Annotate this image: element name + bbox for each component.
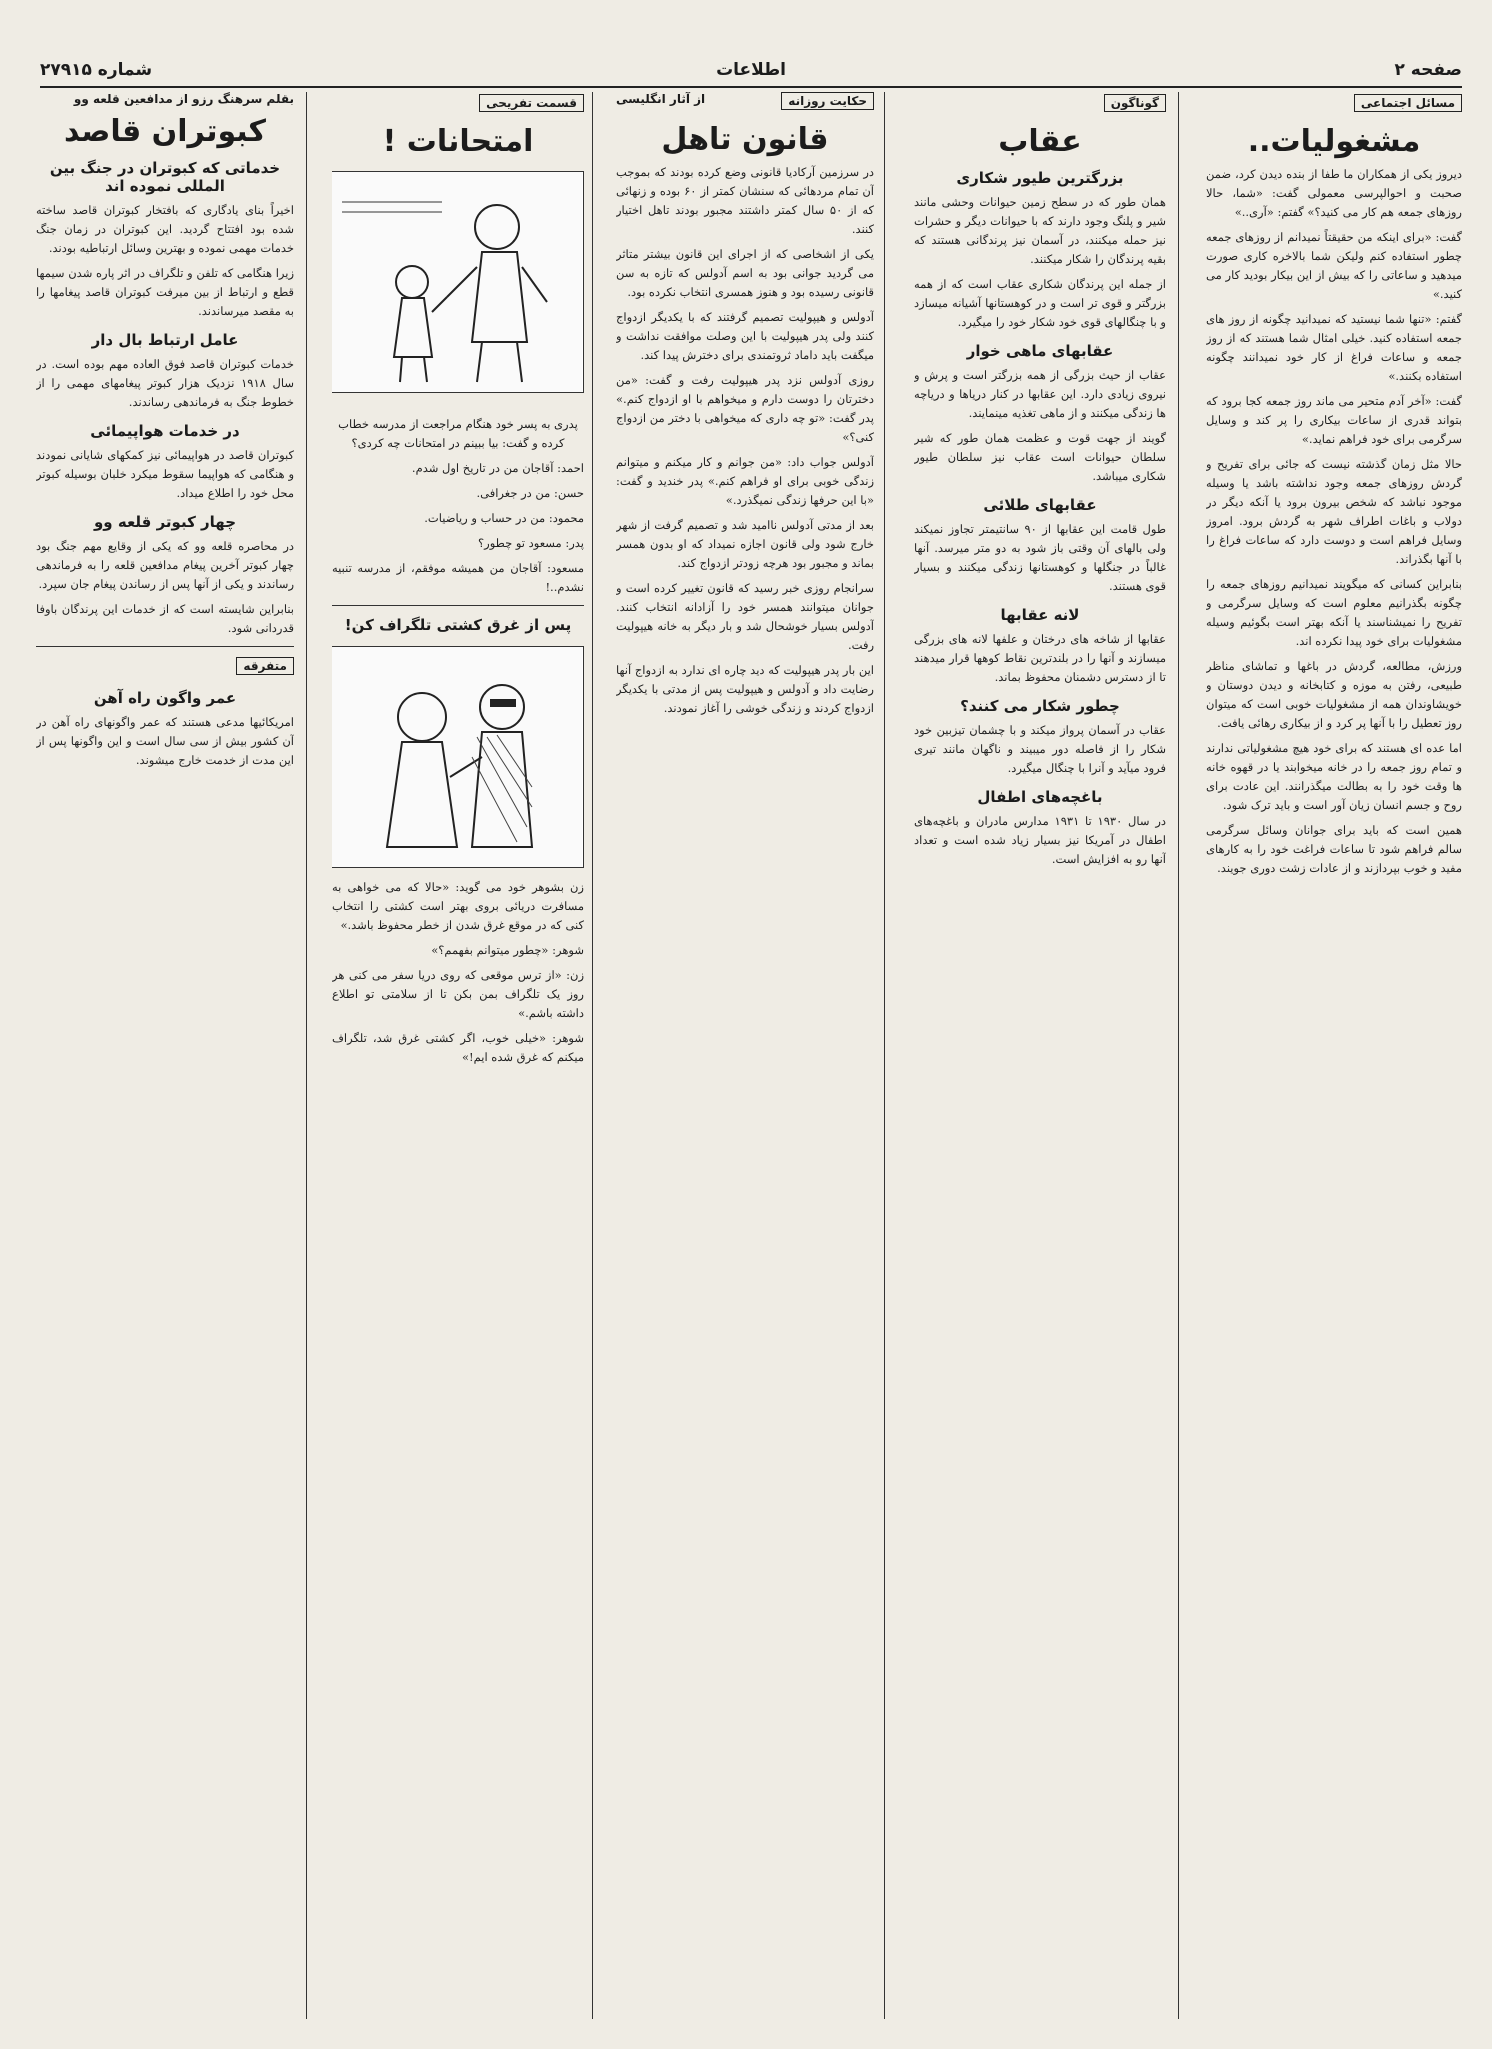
- subsection-heading: عقابهای ماهی خوار: [966, 342, 1114, 360]
- article-headline: پس از غرق کشتی تلگراف کن!: [344, 615, 572, 634]
- section-divider: [36, 646, 294, 647]
- dialogue-line: حسن: من در جغرافی.: [476, 485, 584, 500]
- paragraph: عقابها از شاخه های درختان و علفها لانه های بزرگی میسازند و آنها را در بلندترین نقاط کوهها قرار میدهند تا از دسترس دشمنان محفوظ بماند.: [914, 632, 1166, 684]
- subsection-heading: عقابهای طلائی: [983, 496, 1097, 514]
- subsection-heading: باغچه‌های اطفال: [977, 788, 1103, 806]
- paragraph: اخیراً بنای یادگاری که بافتخار کبوتران قاصد ساخته شده بود افتتاح گردید. این کبوتران در زمان جنگ خدمات مهمی نموده و بهترین وسائل ارتباطیه بودند.: [36, 203, 294, 255]
- column-eagles: [914, 92, 1166, 2019]
- issue-number: شماره ۲۷۹۱۵: [40, 60, 153, 80]
- paragraph: گفت: «آخر آدم متحیر می ماند روز جمعه کجا برود که بتواند قدری از ساعات بیکاری را پر کند و وسایل سرگرمی برای خود فراهم نماید.»: [1206, 394, 1462, 446]
- cartoon-caption: پدری به پسر خود هنگام مراجعت از مدرسه خطاب کرده و گفت: بیا ببینم در امتحانات چه کردی؟: [338, 416, 578, 450]
- section-label: مسائل اجتماعی: [1354, 94, 1462, 112]
- dialogue-line: احمد: آقاجان من در تاریخ اول شدم.: [411, 460, 584, 475]
- column-social-issues: [1206, 92, 1462, 2019]
- paragraph: در محاصره قلعه وو که یکی از وقایع مهم جنگ بود چهار کبوتر آخرین پیغام مدافعین قلعه را به فرماندهی رساندند و یکی از آنها پس از رساندن پیغام جان سپرد.: [36, 539, 294, 591]
- paragraph: گفت: «برای اینکه من حقیقتاً نمیدانم از روزهای جمعه چطور استفاده کنم ولیکن شما بالاخره کاری صورت میدهید و ساعاتی را که بیش از این بیکار بودید کار می کنید.»: [1206, 230, 1462, 301]
- section-label: متفرقه: [236, 657, 294, 675]
- paragraph: سرانجام روزی خبر رسید که قانون تغییر کرده است و جوانان میتوانند همسر خود را آزادانه انتخاب کنند. آدولس بسیار خوشحال شد و بار دیگر به خانه هیپولیت رفت.: [616, 581, 874, 652]
- section-label: حکایت روزانه: [781, 92, 874, 110]
- paragraph: اما عده ای هستند که برای خود هیچ مشغولیاتی ندارند و تمام روز جمعه را در خانه میخوابند یا در قهوه خانه ها وقت خود را به بطالت میگذرانند. این عادت برای روح و جسم انسان زیان آور است و باید ترک شود.: [1206, 741, 1462, 812]
- article-subheadline: خدماتی که کبوتران در جنگ بین المللی نموده اند: [49, 159, 281, 195]
- paragraph: در سال ۱۹۳۰ تا ۱۹۳۱ مدارس مادران و باغچه‌های اطفال در آمریکا نیز بسیار زیاد شده است و تعداد آنها رو به افزایش است.: [914, 814, 1166, 866]
- column-divider: [884, 92, 885, 2019]
- paragraph: روزی آدولس نزد پدر هیپولیت رفت و گفت: «من دخترتان را دوست دارم و میخواهم با او ازدواج کنم.» پدر گفت: «تو چه داری که میخواهی با دختر من ازدواج کنی؟»: [616, 373, 874, 444]
- paragraph: زن: «از ترس موقعی که روی دریا سفر می کنی هر روز یک تلگراف بمن بکن تا از سلامتی تو اطلاع داشته باشم.»: [332, 967, 584, 1020]
- paragraph: بعد از مدتی آدولس ناامید شد و تصمیم گرفت از شهر خارج شود ولی قانون اجازه نمیداد که او بدون همسر بماند و مجبور بود هرچه زودتر ازدواج کند.: [616, 518, 874, 570]
- column-carrier-pigeons: [36, 92, 294, 2019]
- paragraph: خدمات کبوتران قاصد فوق العاده مهم بوده است. در سال ۱۹۱۸ نزدیک هزار کبوتر پیغامهای مهمی را از خطوط جنگ به فرماندهی رساندند.: [36, 357, 294, 409]
- article-headline: مشغولیات..: [1247, 124, 1421, 159]
- column-humor: [332, 92, 584, 2019]
- subsection-heading: لانه عقابها: [1000, 606, 1080, 624]
- paragraph: شوهر: «خیلی خوب، اگر کشتی غرق شد، تلگراف میکنم که غرق شده ایم!»: [332, 1030, 584, 1064]
- paragraph: حالا مثل زمان گذشته نیست که جائی برای تفریح و گردش روزهای جمعه وجود نداشته باشد یا وسیله موجود نباشد که شخص بیرون برود یا آنکه دیگر در دولاب و باغات اطراف شهر به گردش برود. امروز وسایل فراهم است و دوست دارد که ساعات فراغ را با آنها بگذراند.: [1206, 457, 1462, 566]
- paragraph: کبوتران قاصد در هواپیمائی نیز کمکهای شایانی نمودند و هنگامی که هواپیما سقوط میکرد خلبان بوسیله کبوتر محل خود را اطلاع میداد.: [36, 448, 294, 500]
- cartoon-couple-illustration: [332, 646, 584, 868]
- paragraph: همین است که باید برای جوانان وسائل سرگرمی سالم فراهم شود تا ساعات فراغت خود را به کارهای مفید و خوب بپردازند و از عادات زشت دوری جویند.: [1206, 823, 1462, 875]
- article-headline: کبوتران قاصد: [64, 114, 266, 149]
- subsection-heading: چطور شکار می کنند؟: [960, 697, 1120, 715]
- subsection-heading: عامل ارتباط بال دار: [91, 331, 239, 349]
- paragraph: این بار پدر هیپولیت که دید چاره ای ندارد به ازدواج آنها رضایت داد و آدولس و هیپولیت پس از مدتی با یکدیگر ازدواج کردند و زندگی خوشی را آغاز نمودند.: [616, 663, 874, 715]
- paragraph: امریکائیها مدعی هستند که عمر واگونهای راه آهن در آن کشور بیش از سی سال است و این واگونها پس از این مدت از خدمت خارج میشوند.: [36, 715, 294, 767]
- column-marriage-law: [616, 92, 874, 2019]
- dialogue-line: محمود: من در حساب و ریاضیات.: [424, 510, 584, 525]
- article-headline: قانون تاهل: [661, 122, 829, 157]
- paragraph: دیروز یکی از همکاران ما طفا از بنده دیدن کرد، ضمن صحبت و احوالپرسی معمولی گفت: «شما، حالا روزهای جمعه هم کار می کنید؟» گفتم: «آری..»: [1206, 167, 1462, 219]
- column-divider: [592, 92, 593, 2019]
- paragraph: بنابراین کسانی که میگویند نمیدانیم روزهای جمعه را چگونه بگذرانیم معلوم است که وسایل سرگرمی و تفریح را نمیشناسند یا آنکه بهتر است بگوئیم وسیله مشغولیات برای خود پیدا نکرده اند.: [1206, 577, 1462, 648]
- newspaper-name: اطلاعات: [716, 60, 786, 80]
- paragraph: گفتم: «تنها شما نیستید که نمیدانید چگونه از روز های جمعه استفاده کنید. خیلی امثال شما هستند که از روز جمعه و ساعات فراغ از کار خود نمیدانند چگونه استفاده بکنند.»: [1206, 312, 1462, 383]
- dialogue-line: مسعود: آقاجان من همیشه موفقم، از مدرسه تنبیه نشدم..!: [332, 560, 584, 594]
- section-label: قسمت تفریحی: [479, 94, 584, 112]
- dialogue-line: پدر: مسعود تو چطور؟: [478, 535, 584, 550]
- paragraph: آدولس جواب داد: «من جوانم و کار میکنم و میتوانم زندگی خوبی برای او فراهم کنم.» پدر خندید و گفت: «با این حرفها زندگی نمیگذرد.»: [616, 455, 874, 507]
- paragraph: شوهر: «چطور میتوانم بفهمم؟»: [431, 942, 584, 957]
- cartoon-father-son-illustration: [332, 171, 584, 393]
- paragraph: ورزش، مطالعه، گردش در باغها و تماشای مناظر طبیعی، رفتن به موزه و کتابخانه و دیدن دوستان و خویشاوندان همه از مشغولیات خوبی است که میتوان روز تعطیل را با آنها پر کرد و از بیکاری رهائی یافت.: [1206, 659, 1462, 730]
- paragraph: از جمله این پرندگان شکاری عقاب است که از همه بزرگتر و قوی تر است و در کوهستانها آشیانه میسازد و با چنگالهای قوی خود شکار خود را میگیرد.: [914, 277, 1166, 329]
- page-number: صفحه ۲: [1394, 60, 1462, 80]
- paragraph: عقاب در آسمان پرواز میکند و با چشمان تیزبین خود شکار را از فاصله دور میبیند و ناگهان مانند تیری فرود میآید و آنرا با چنگال میگیرد.: [914, 723, 1166, 775]
- article-headline: امتحانات !: [382, 124, 534, 159]
- subsection-heading: عمر واگون راه آهن: [93, 689, 237, 707]
- paragraph: زیرا هنگامی که تلفن و تلگراف در اثر پاره شدن سیمها قطع و ارتباط از بین میرفت کبوتران قاصد پیغامها را به مقصد میرساندند.: [36, 266, 294, 318]
- section-divider: [332, 605, 584, 606]
- author-byline: بقلم سرهنگ رزو از مدافعین قلعه وو: [73, 92, 294, 106]
- paragraph: آدولس و هیپولیت تصمیم گرفتند که با یکدیگر ازدواج کنند ولی پدر هیپولیت با این وصلت موافقت نداشت و میگفت باید داماد ثروتمندی برای دخترش پیدا کند.: [616, 310, 874, 362]
- masthead: [40, 58, 1462, 88]
- subsection-heading: در خدمات هواپیمائی: [90, 422, 240, 440]
- column-divider: [306, 92, 307, 2019]
- paragraph: طول قامت این عقابها از ۹۰ سانتیمتر تجاوز نمیکند ولی بالهای آن وقتی باز شود به دو متر میرسد. آنها غالباً در جنگلها و کوهستانها زندگی میکنند و بسیار قوی هستند.: [914, 522, 1166, 593]
- subsection-heading: چهار کبوتر قلعه وو: [93, 513, 237, 531]
- article-headline: عقاب: [998, 124, 1082, 159]
- paragraph: یکی از اشخاصی که از اجرای این قانون بیشتر متاثر می گردید جوانی بود به اسم آدولس که تازه به سن قانونی رسیده بود و هنوز همسری انتخاب نکرده بود.: [616, 247, 874, 299]
- paragraph: در سرزمین آرکادیا قانونی وضع کرده بودند که بموجب آن تمام مردهائی که سنشان کمتر از ۶۰ بوده و زنهائی که از ۵۰ سال کمتر داشتند مجبور بودند تاهل اختیار کنند.: [616, 165, 874, 236]
- paragraph: گویند از جهت قوت و عظمت همان طور که شیر سلطان حیوانات است عقاب نیز سلطان طیور شکاری میباشد.: [914, 431, 1166, 483]
- paragraph: عقاب از حیث بزرگی از همه بزرگتر است و پرش و نیروی زیادی دارد. این عقابها در کنار دریاها و دریاچه ها زندگی میکنند و از ماهی تغذیه مینمایند.: [914, 368, 1166, 420]
- source-label: از آثار انگلیسی: [616, 92, 706, 106]
- article-subheadline: بزرگترین طیور شکاری: [956, 169, 1124, 187]
- column-divider: [1178, 92, 1179, 2019]
- paragraph: زن بشوهر خود می گوید: «حالا که می خواهی به مسافرت دریائی بروی بهتر است کشتی را انتخاب کنی که در موقع غرق شدن از خطر محفوظ باشد.»: [332, 879, 584, 932]
- paragraph: همان طور که در سطح زمین حیوانات وحشی مانند شیر و پلنگ وجود دارند که با حیوانات دیگر و حشرات نیز حمله میکنند، در آسمان نیز پرندگانی هستند که بقیه پرندگان را شکار میکنند.: [914, 195, 1166, 266]
- section-label: گوناگون: [1104, 94, 1166, 112]
- paragraph: بنابراین شایسته است که از خدمات این پرندگان باوفا قدردانی شود.: [36, 602, 294, 635]
